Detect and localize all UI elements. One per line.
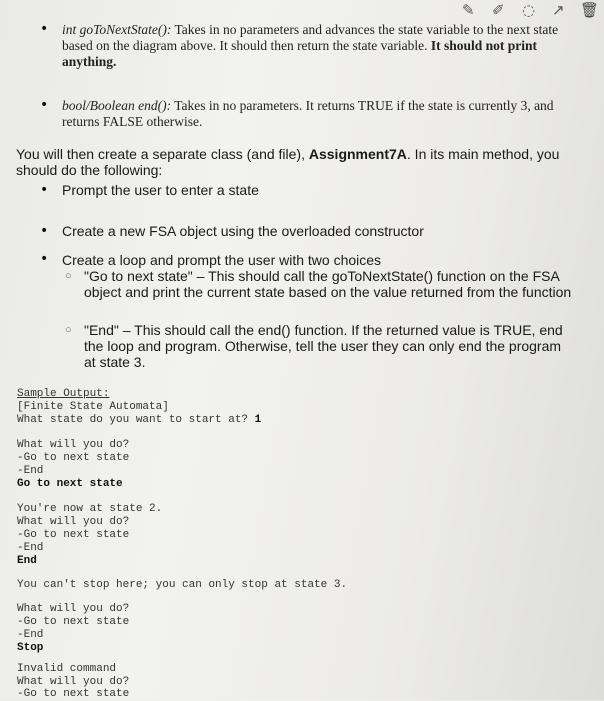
intro-paragraph: You will then create a separate class (and file), Assignment7A. In its main method, you should do the following: <box>16 146 560 178</box>
end-description: bool/Boolean end(): Takes in no parameters. It returns TRUE if the state is currently 3, and returns FALSE otherwise. <box>62 98 554 129</box>
pen-icon[interactable]: ✎ <box>462 1 475 19</box>
step-prompt: Prompt the user to enter a state <box>62 182 259 198</box>
console-line: You can't stop here; you can only stop at state 3. <box>17 579 348 591</box>
console-line: -Go to next state <box>17 529 130 541</box>
trash-icon[interactable]: 🗑 <box>580 1 600 19</box>
bullet-dot: • <box>40 223 49 239</box>
console-input: End <box>17 555 37 567</box>
sub-bullet: ○ <box>65 270 72 282</box>
bullet-dot: • <box>40 21 49 37</box>
console-line: [Finite State Automata] <box>17 401 169 413</box>
lasso-icon[interactable]: ◌ <box>522 1 536 19</box>
console-line: What will you do? <box>17 439 130 451</box>
console-line: -End <box>17 465 44 477</box>
bullet-dot: • <box>40 251 49 267</box>
console-line: What will you do? <box>17 676 130 688</box>
sub-bullet: ○ <box>65 324 72 336</box>
step-loop: Create a loop and prompt the user with two choices <box>62 252 382 268</box>
console-line: -End <box>17 542 44 554</box>
bullet-dot: • <box>40 182 49 198</box>
share-icon[interactable]: ↗ <box>552 1 565 19</box>
console-line: Invalid command <box>17 663 117 675</box>
console-input: Go to next state <box>17 478 123 490</box>
console-line: -Go to next state <box>17 616 130 628</box>
step-create-fsa: Create a new FSA object using the overloaded constructor <box>62 223 424 239</box>
console-line: -End <box>17 629 44 641</box>
console-input: Stop <box>17 642 44 654</box>
highlighter-icon[interactable]: ✐ <box>492 1 505 19</box>
substep-next-state: "Go to next state" – This should call the goToNextState() function on the FSA object and print the current state based on the value returned from the function <box>84 268 572 300</box>
console-line: What state do you want to start at? 1 <box>17 414 262 426</box>
console-line: -Go to next state <box>17 452 130 464</box>
bullet-dot: • <box>40 97 49 113</box>
annotation-toolbar <box>414 0 604 22</box>
substep-end: "End" – This should call the end() function. If the returned value is TRUE, end the loop and program. Otherwise, tell the user they can only end the program at state 3. <box>84 322 563 370</box>
goToNextState-description: int goToNextState(): Takes in no parameters and advances the state variable to the next state based on the diagram above. It should then return the state variable. It should not print anything. <box>62 22 559 69</box>
console-line: What will you do? <box>17 603 130 615</box>
sample-output-heading: Sample Output: <box>17 388 110 400</box>
console-line: -Go to next state <box>17 688 130 700</box>
console-line: What will you do? <box>17 516 130 528</box>
console-line: You're now at state 2. <box>17 503 163 515</box>
